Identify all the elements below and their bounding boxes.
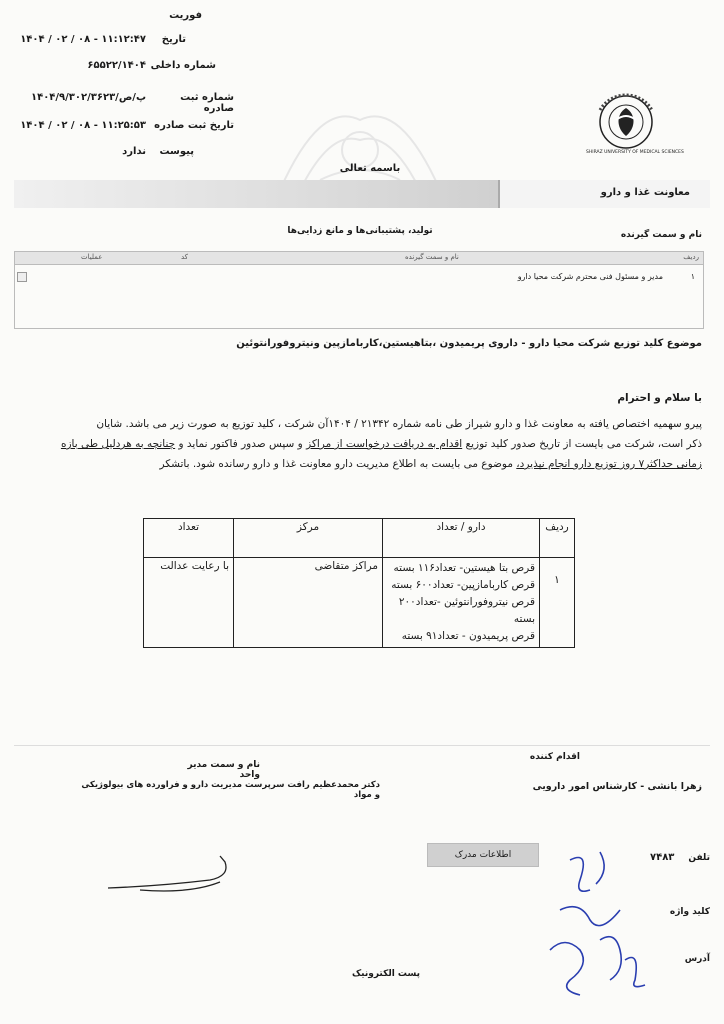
row-action-checkbox[interactable] bbox=[17, 272, 27, 282]
recipient-unit: تولید، پشتیبانی‌ها و مانع زدایی‌ها bbox=[287, 226, 433, 236]
date-label: تاریخ bbox=[161, 34, 186, 45]
body-line-2-underlined-1: اقدام به دریافت درخواست از مراکز bbox=[306, 438, 463, 450]
attachment-value: ندارد bbox=[122, 146, 146, 157]
table-header-row bbox=[144, 519, 575, 558]
body-line-2-a: ذکر است، شرکت می بایست از تاریخ صدور کلید توزیع bbox=[462, 438, 702, 450]
university-name-en: SHIRAZ UNIVERSITY OF MEDICAL SCIENCES bbox=[586, 150, 684, 155]
phone-value: ۷۴۸۳ bbox=[650, 852, 675, 863]
reg-date-label: تاریخ ثبت صادره bbox=[154, 120, 234, 131]
body-line-2-b: و سپس صدور فاکتور نماید و bbox=[175, 438, 307, 450]
distribution-table bbox=[143, 518, 575, 648]
attachment-label: پیوست bbox=[159, 146, 194, 157]
cell-row-index: ۱ bbox=[540, 558, 575, 648]
th-row: ردیف bbox=[540, 519, 575, 558]
actor-label: اقدام کننده bbox=[529, 752, 580, 762]
address-label: آدرس bbox=[684, 954, 710, 964]
urgency-label: فوریت bbox=[169, 10, 202, 21]
sender-name: دکتر محمدعظیم رافت سرپرست مدیریت دارو و فراورده های بیولوژیکی و مواد bbox=[81, 780, 380, 800]
body-line-3 bbox=[22, 454, 702, 474]
letter-body bbox=[22, 414, 702, 474]
drug-item: قرص کاربامازپین- تعداد۶۰۰ بسته bbox=[391, 579, 535, 591]
body-line-1: پیرو سهمیه اختصاص یافته به معاونت غذا و دارو شیراز طی نامه شماره ۲۱۳۴۲ / ۱۴۰۴آن شرکت ، کلید توزیع به صورت زیر می باشد. شایان bbox=[96, 418, 702, 430]
handwritten-annotation bbox=[530, 840, 660, 1010]
university-logo bbox=[586, 90, 684, 160]
signature-mark bbox=[100, 850, 260, 900]
col-name: نام و سمت گیرنده bbox=[405, 253, 459, 261]
actor-name: زهرا بانشی - کارشناس امور دارویی bbox=[532, 781, 702, 792]
body-line-2 bbox=[22, 434, 702, 454]
reg-no-value: ۱۴۰۴/۹/۳۰۲/۳۶۲۳/پ/ص bbox=[30, 92, 146, 103]
department-tab bbox=[498, 180, 710, 208]
greeting: با سلام و احترام bbox=[617, 392, 702, 404]
internal-no-label: شماره داخلی bbox=[150, 60, 216, 71]
department-title: معاونت غذا و دارو bbox=[600, 187, 690, 198]
recipient-row-index: ۱ bbox=[690, 272, 695, 281]
date-value: ۱۴۰۴ / ۰۲ / ۰۸ - ۱۱:۱۲:۴۷ bbox=[20, 34, 146, 45]
subject-line: موضوع کلید توزیع شرکت محیا دارو - داروی پریمیدون ،بتاهیستین،کاربامازپین ونیتروفورانتوئین bbox=[236, 338, 702, 349]
reg-date-value: ۱۴۰۴ / ۰۲ / ۰۸ - ۱۱:۲۵:۵۳ bbox=[20, 120, 146, 131]
header-band-gradient bbox=[14, 180, 514, 208]
th-drug: دارو / تعداد bbox=[383, 519, 540, 558]
cell-drugs bbox=[383, 558, 540, 648]
recipient-label: نام و سمت گیرنده bbox=[620, 230, 702, 240]
col-code: کد bbox=[181, 253, 189, 261]
reg-no-label: شماره ثبت صادره bbox=[180, 92, 234, 114]
documents-info-button[interactable]: اطلاعات مدرک bbox=[427, 843, 539, 867]
keyword-label: کلید واژه bbox=[669, 907, 710, 917]
drug-item: قرص نیتروفورانتوئین -تعداد۲۰۰ بسته bbox=[398, 596, 535, 625]
body-line-2-underlined-2: چنانچه به هردلیل طی بازه bbox=[60, 438, 176, 450]
cell-quantity: با رعایت عدالت bbox=[144, 558, 234, 648]
col-ops: عملیات bbox=[81, 253, 103, 261]
footer-divider bbox=[14, 745, 710, 746]
recipient-row-name: مدیر و مسئول فنی محترم شرکت محیا دارو bbox=[517, 272, 663, 281]
col-row: ردیف bbox=[683, 253, 699, 261]
bismillah: باسمه تعالی bbox=[339, 163, 401, 174]
phone-label: تلفن bbox=[688, 853, 710, 863]
body-line-3-b: موضوع می بایست به اطلاع مدیریت دارو معاونت غذا و دارو رسانده شود. باتشکر bbox=[159, 458, 517, 470]
th-center: مرکز bbox=[234, 519, 383, 558]
recipient-table-header bbox=[15, 252, 703, 265]
internal-no-value: ۶۵۵۲۲/۱۴۰۴ bbox=[87, 60, 146, 71]
recipient-table bbox=[14, 251, 704, 329]
email-label: پست الکترونیک bbox=[351, 969, 420, 979]
drug-item: قرص پریمیدون - تعداد۹۱ بسته bbox=[401, 630, 535, 642]
th-quantity: تعداد bbox=[144, 519, 234, 558]
drug-item: قرص بتا هیستین- تعداد۱۱۶ بسته bbox=[393, 562, 535, 574]
table-row bbox=[144, 558, 575, 648]
cell-center: مراکز متقاضی bbox=[234, 558, 383, 648]
body-line-3-underlined: زمانی حداکثر۷ روز توزیع دارو انجام نپذیرد، bbox=[516, 458, 702, 470]
sender-label: نام و سمت مدیر واحد bbox=[187, 760, 260, 780]
